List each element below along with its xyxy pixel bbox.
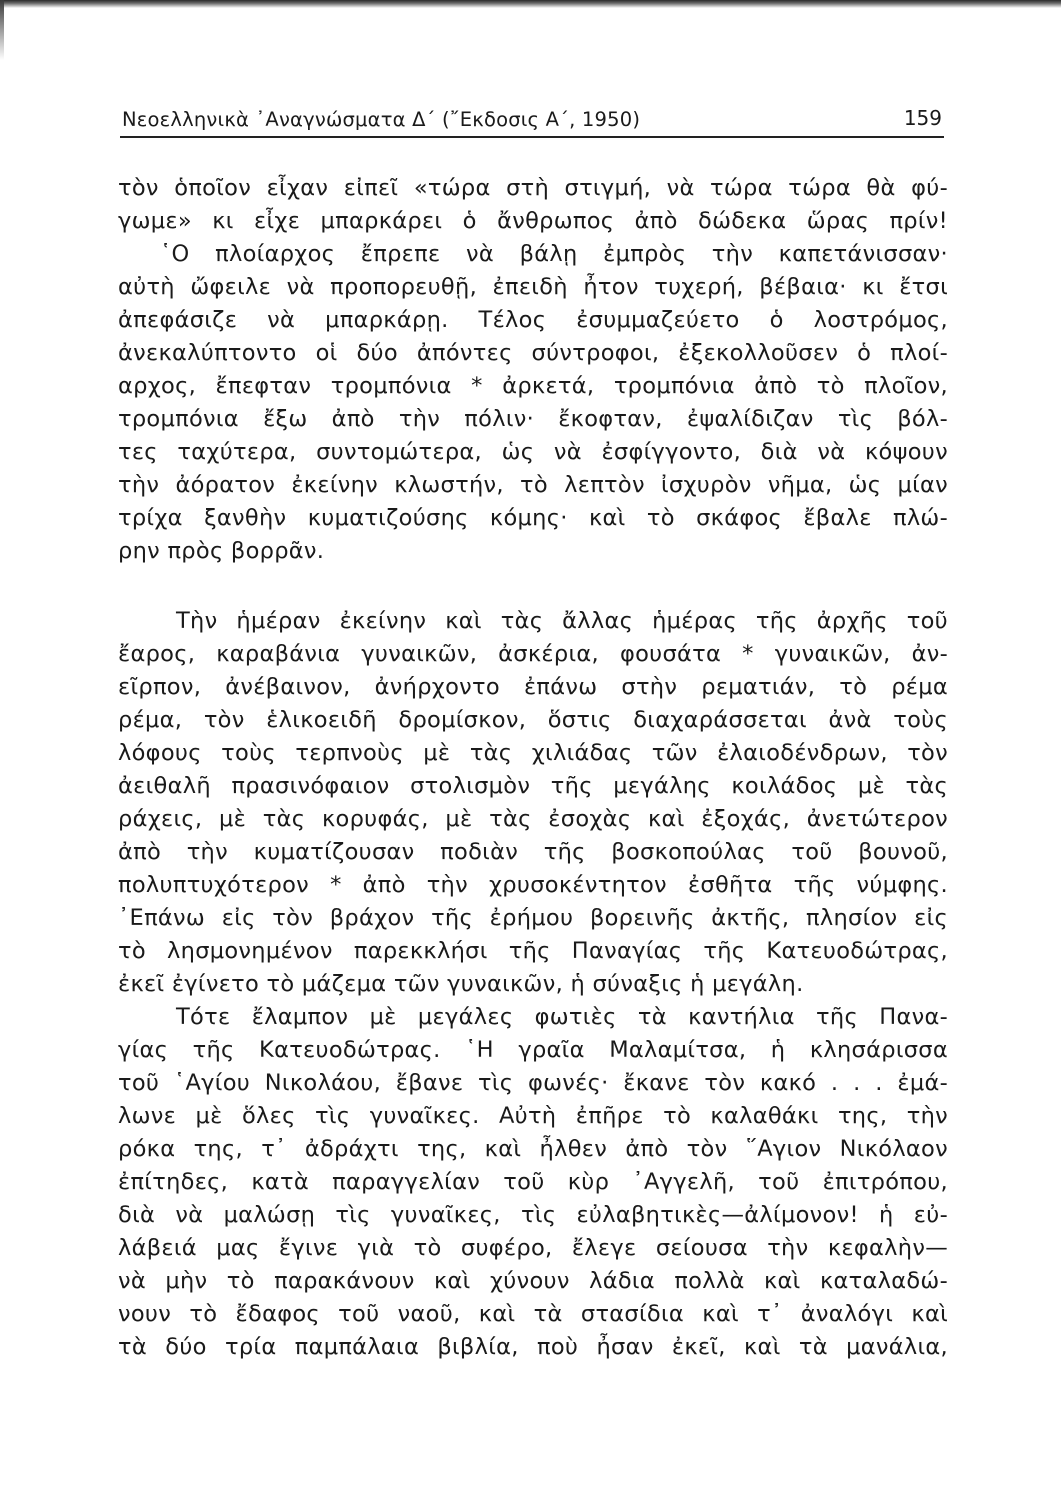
text-line: τὰ δύο τρία παμπάλαια βιβλία, ποὺ ἦσαν ἐκεῖ, καὶ τὰ μανάλια, [118,1334,948,1360]
text-line: Τότε ἔλαμπον μὲ μεγάλες φωτιὲς τὰ καντήλια τῆς Πανα- [176,1004,948,1030]
text-line: τες ταχύτερα, συντομώτερα, ὡς νὰ ἐσφίγγοντο, διὰ νὰ κόψουν [118,439,948,465]
paragraph-3 [118,1001,948,1364]
text-line: λάβειά μας ἔγινε γιὰ τὸ συφέρο, ἔλεγε σείουσα τὴν κεφαλὴν— [118,1235,948,1261]
text-line: ἀειθαλῆ πρασινόφαιον στολισμὸν τῆς μεγάλης κοιλάδος μὲ τὰς [118,773,948,799]
body-text [118,172,948,1364]
text-line: τρομπόνια ἔξω ἀπὸ τὴν πόλιν· ἔκοφταν, ἐψαλίδιζαν τὶς βόλ- [118,406,948,432]
text-line: ρόκα της, τ᾿ ἀδράχτι της, καὶ ἦλθεν ἀπὸ τὸν ῞Αγιον Νικόλαον [118,1136,948,1162]
text-line: γίας τῆς Κατευοδώτρας. ῾Η γραῖα Μαλαμίτσα, ἡ κλησάρισσα [118,1037,948,1063]
text-line: ἐπίτηδες, κατὰ παραγγελίαν τοῦ κὺρ ᾿Αγγελῆ, τοῦ ἐπιτρόπου, [118,1169,948,1195]
text-line: ρέμα, τὸν ἑλικοειδῆ δρομίσκον, ὅστις διαχαράσσεται ἀνὰ τοὺς [118,707,948,733]
text-line: Τὴν ἡμέραν ἐκείνην καὶ τὰς ἄλλας ἡμέρας τῆς ἀρχῆς τοῦ [176,608,948,634]
text-line: λωνε μὲ ὅλες τὶς γυναῖκες. Αὐτὴ ἐπῆρε τὸ καλαθάκι της, τὴν [118,1103,948,1129]
text-line: ράχεις, μὲ τὰς κορυφάς, μὲ τὰς ἐσοχὰς καὶ ἐξοχάς, ἀνετώτερον [118,806,948,832]
header-title: Νεοελληνικὰ ᾿Αναγνώσματα Δ΄ (῎Εκδοσις Α΄, 1950) [122,108,641,131]
text-line: τρίχα ξανθὴν κυματιζούσης κόμης· καὶ τὸ σκάφος ἔβαλε πλώ- [118,505,948,531]
text-line: λόφους τοὺς τερπνοὺς μὲ τὰς χιλιάδας τῶν ἐλαιοδένδρων, τὸν [118,740,948,766]
text-line: νὰ μὴν τὸ παρακάνουν καὶ χύνουν λάδια πολλὰ καὶ καταλαδώ- [118,1268,948,1294]
text-line: εῖρπον, ἀνέβαινον, ἀνήρχοντο ἐπάνω στὴν ρεματιάν, τὸ ρέμα [118,674,948,700]
text-line: ρην πρὸς βορρᾶν. [118,538,325,564]
text-line: ἔαρος, καραβάνια γυναικῶν, ἀσκέρια, φουσάτα * γυναικῶν, ἀν- [118,641,948,667]
text-line: νουν τὸ ἔδαφος τοῦ ναοῦ, καὶ τὰ στασίδια καὶ τ᾿ ἀναλόγι καὶ [118,1301,948,1327]
text-line: αὐτὴ ὤφειλε νὰ προπορευθῇ, ἐπειδὴ ἦτον τυχερή, βέβαια· κι ἔτσι [118,274,948,300]
text-line: ἐκεῖ ἐγίνετο τὸ μάζεμα τῶν γυναικῶν, ἡ σύναξις ἡ μεγάλη. [118,971,804,997]
page-number: 159 [903,106,942,130]
text-line: τὴν ἀόρατον ἐκείνην κλωστήν, τὸ λεπτὸν ἰσχυρὸν νῆμα, ὡς μίαν [118,472,948,498]
scan-left-edge [0,0,4,60]
paragraph-gap [118,568,948,605]
text-line: πολυπτυχότερον * ἀπὸ τὴν χρυσοκέντητον ἐσθῆτα τῆς νύμφης. [118,872,948,898]
text-line: ῾Ο πλοίαρχος ἔπρεπε νὰ βάλῃ ἐμπρὸς τὴν καπετάνισσαν· [160,241,948,267]
text-line: ἀπεφάσιζε νὰ μπαρκάρῃ. Τέλος ἐσυμμαζεύετο ὁ λοστρόμος, [118,307,948,333]
scan-top-edge [0,0,1061,8]
text-line: τοῦ ῾Αγίου Νικολάου, ἔβανε τὶς φωνές· ἔκανε τὸν κακό . . . ἐμά- [118,1070,948,1096]
paragraph-2 [118,605,948,1001]
text-line: διὰ νὰ μαλώσῃ τὶς γυναῖκες, τὶς εὐλαβητικὲς—ἀλίμονον! ἡ εὐ- [118,1202,948,1228]
paragraph-1 [118,172,948,568]
text-line: τὸ λησμονημένον παρεκκλήσι τῆς Παναγίας τῆς Κατευοδώτρας, [118,938,948,964]
text-line: γωμε» κι εἶχε μπαρκάρει ὁ ἄνθρωπος ἀπὸ δώδεκα ὥρας πρίν! [118,208,948,234]
text-line: τὸν ὁποῖον εἶχαν εἰπεῖ «τώρα στὴ στιγμή, νὰ τώρα τώρα θὰ φύ- [118,175,948,201]
text-line: αρχος, ἔπεφταν τρομπόνια * ἀρκετά, τρομπόνια ἀπὸ τὸ πλοῖον, [118,373,948,399]
text-line: ἀνεκαλύπτοντο οἱ δύο ἀπόντες σύντροφοι, ἐξεκολλοῦσεν ὁ πλοί- [118,340,948,366]
text-line: ᾿Επάνω εἰς τὸν βράχον τῆς ἐρήμου βορεινῆς ἀκτῆς, πλησίον εἰς [118,905,948,931]
text-line: ἀπὸ τὴν κυματίζουσαν ποδιὰν τῆς βοσκοπούλας τοῦ βουνοῦ, [118,839,948,865]
running-header [120,104,944,138]
